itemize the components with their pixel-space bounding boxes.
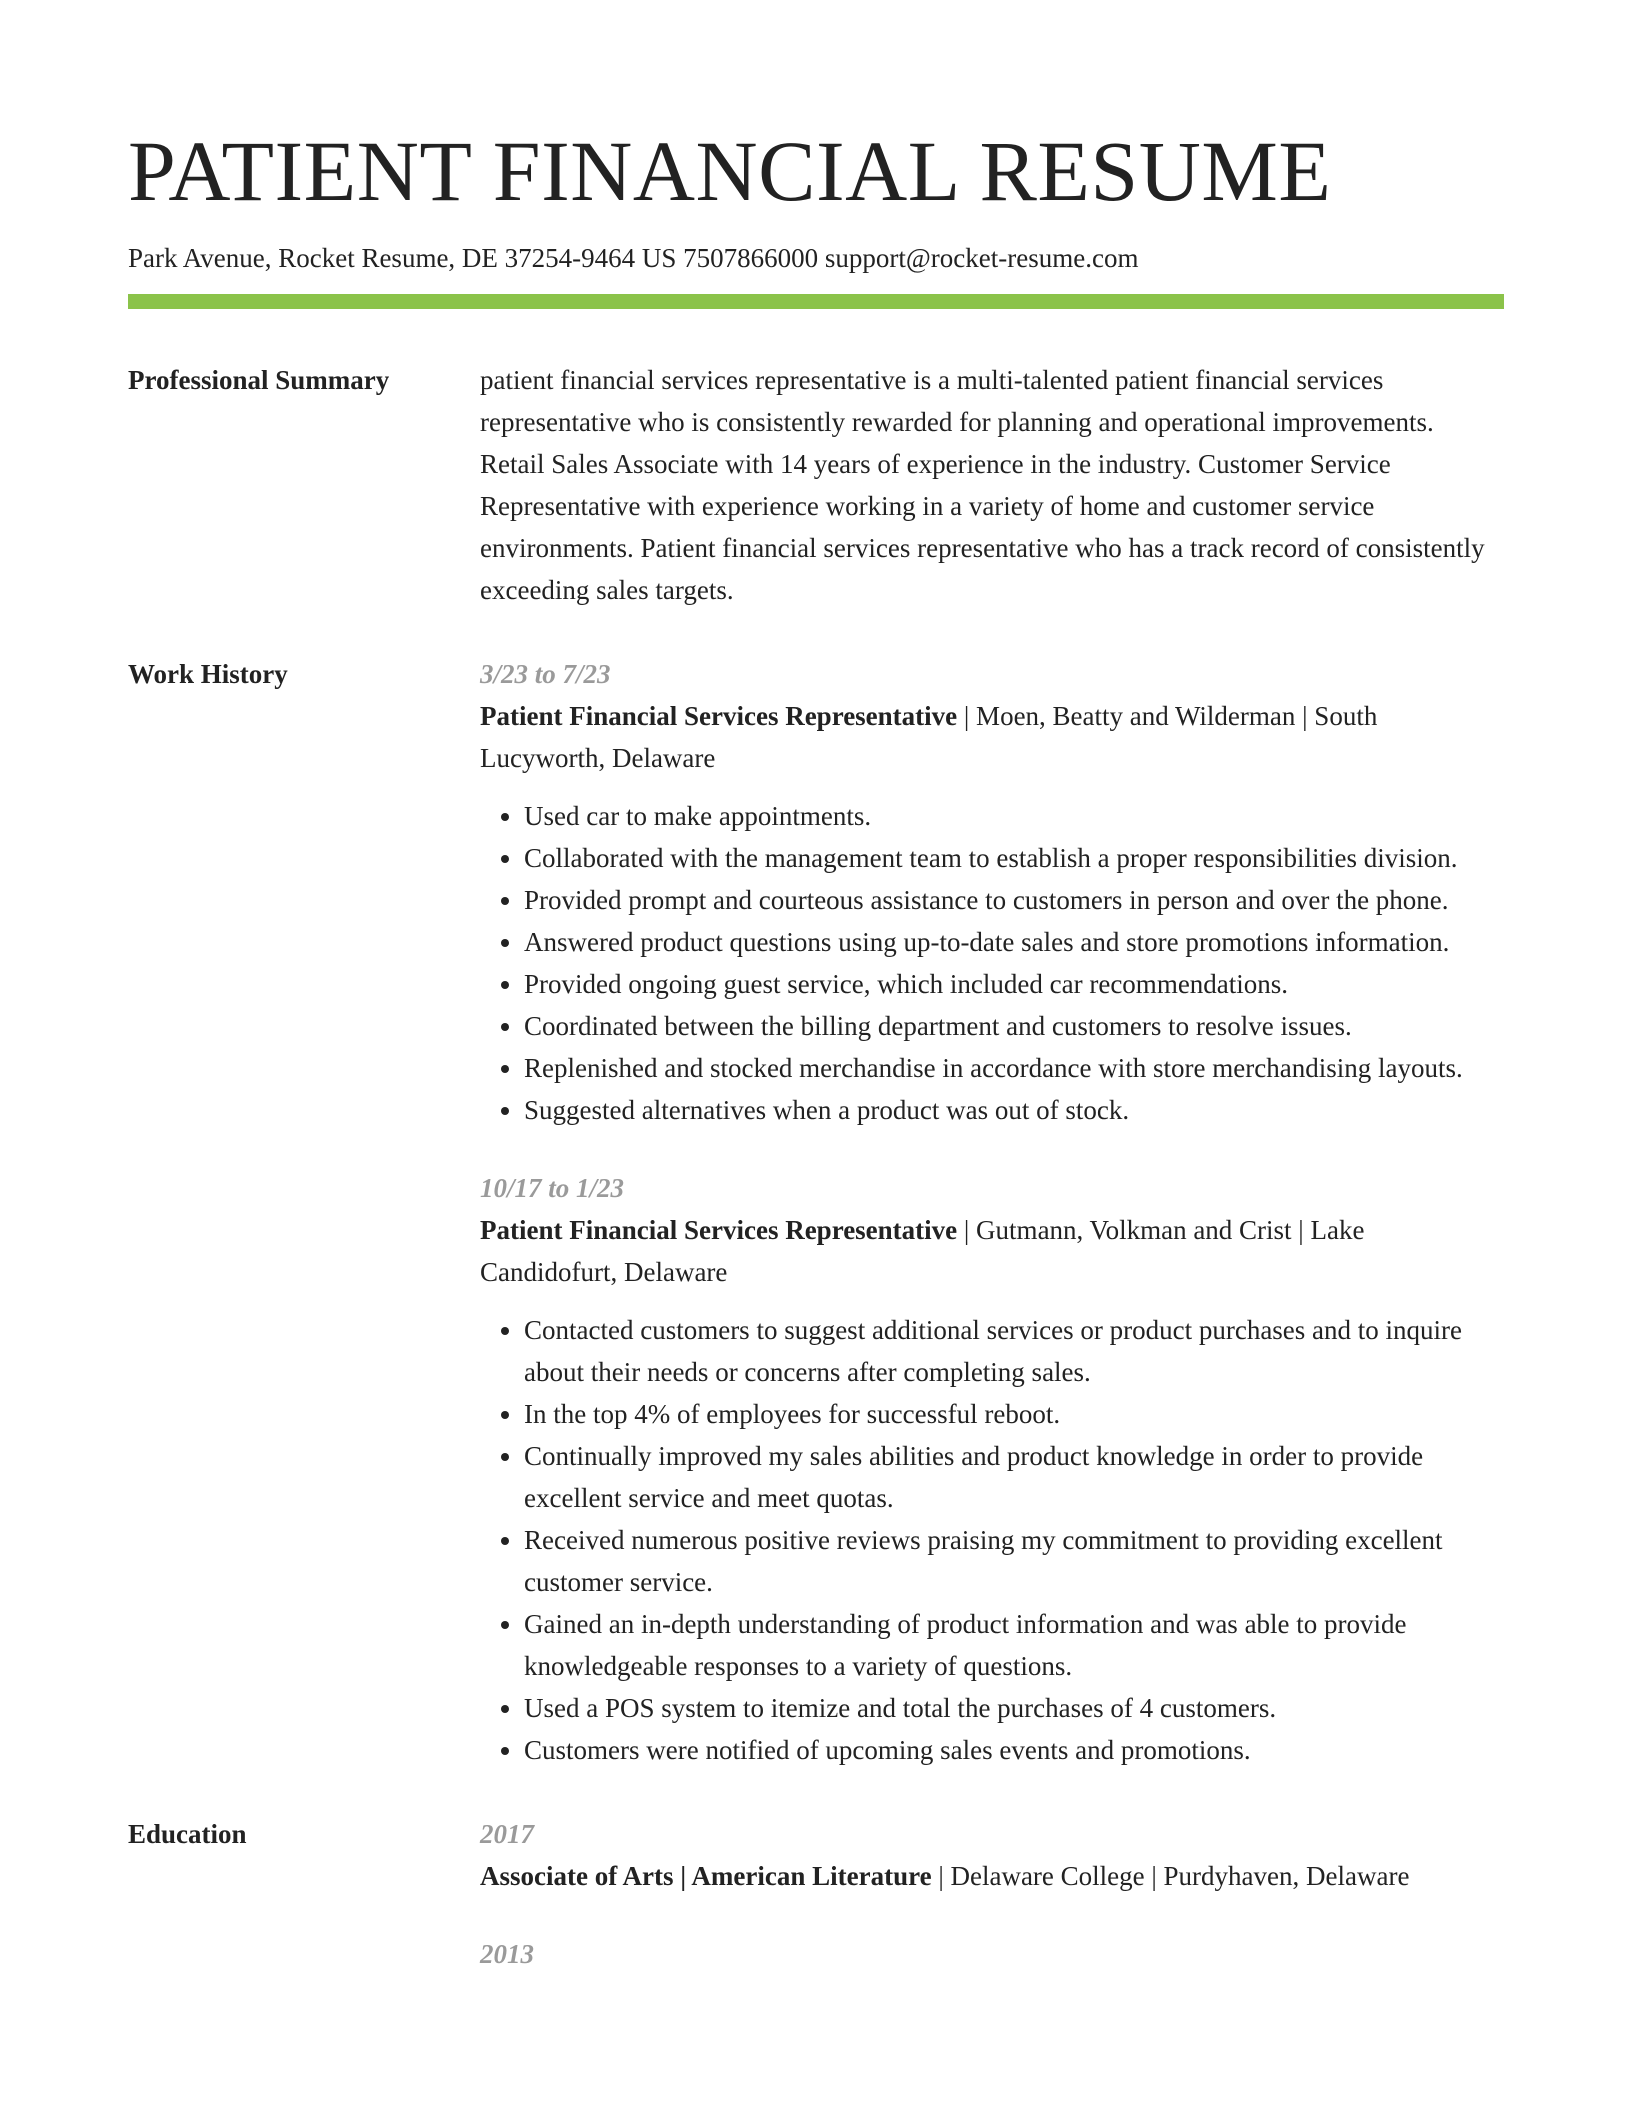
summary-body [480, 359, 1504, 611]
list-item: • Used a POS system to itemize and total the purchases of 4 customers. [524, 1687, 1504, 1729]
work-history-section [128, 653, 1504, 1771]
list-item: • Suggested alternatives when a product was out of stock. [524, 1089, 1504, 1131]
list-item: • Received numerous positive reviews praising my commitment to providing excellent customer service. [524, 1519, 1504, 1603]
education-entry [480, 1933, 1504, 1975]
job-entry [480, 1167, 1504, 1771]
job-details: | Gutmann, Volkman and Crist | Lake Candidofurt, Delaware [480, 1215, 1365, 1288]
list-item: • Coordinated between the billing department and customers to resolve issues. [524, 1005, 1504, 1047]
contact-line: Park Avenue, Rocket Resume, DE 37254-9464 US 7507866000 support@rocket-resume.com [128, 243, 1139, 273]
job-heading [480, 1209, 1504, 1293]
education-entry [480, 1813, 1504, 1897]
list-item: • Replenished and stocked merchandise in accordance with store merchandising layouts. [524, 1047, 1504, 1089]
education-year: 2017 [480, 1819, 534, 1850]
education-section [128, 1813, 1504, 2011]
education-details: | Delaware College | Purdyhaven, Delaware [931, 1861, 1410, 1892]
list-item: • Provided ongoing guest service, which included car recommendations. [524, 963, 1504, 1005]
job-bullets [480, 795, 1504, 1131]
list-item: • Gained an in-depth understanding of product information and was able to provide knowledgeable responses to a variety of questions. [524, 1603, 1504, 1687]
accent-divider [128, 294, 1504, 309]
list-item: • Contacted customers to suggest additional services or product purchases and to inquire about their needs or concerns after completing sales. [524, 1309, 1504, 1393]
education-heading [480, 1855, 1504, 1897]
list-item: • Customers were notified of upcoming sales events and promotions. [524, 1729, 1504, 1771]
resume-name: PATIENT FINANCIAL RESUME [128, 123, 1332, 219]
education-body [480, 1813, 1504, 2011]
job-role: Patient Financial Services Representative [480, 1215, 958, 1246]
education-degree: Associate of Arts | American Literature [480, 1861, 932, 1892]
section-title-education: Education [128, 1819, 247, 1850]
list-item: • In the top 4% of employees for successful reboot. [524, 1393, 1504, 1435]
job-bullets [480, 1309, 1504, 1771]
list-item: • Used car to make appointments. [524, 795, 1504, 837]
list-item: • Collaborated with the management team to establish a proper responsibilities division. [524, 837, 1504, 879]
job-details: | Moen, Beatty and Wilderman | South Lucyworth, Delaware [480, 701, 1378, 774]
job-dates: 3/23 to 7/23 [480, 659, 611, 690]
job-heading [480, 695, 1504, 779]
job-dates: 10/17 to 1/23 [480, 1173, 625, 1204]
list-item: • Answered product questions using up-to-date sales and store promotions information. [524, 921, 1504, 963]
section-title-summary: Professional Summary [128, 365, 390, 396]
list-item: • Provided prompt and courteous assistance to customers in person and over the phone. [524, 879, 1504, 921]
job-role: Patient Financial Services Representative [480, 701, 958, 732]
summary-text: patient financial services representative is a multi-talented patient financial services representative who is consistently rewarded for planning and operational improvements. Retail Sales Associate with 14 years of experience in the industry. Customer Service Representative with experience working in a variety of home and customer service environments. Patient financial services representative who has a track record of consistently exceeding sales targets. [480, 365, 1485, 606]
job-entry [480, 653, 1504, 1131]
list-item: • Continually improved my sales abilities and product knowledge in order to provide excellent service and meet quotas. [524, 1435, 1504, 1519]
section-title-work-history: Work History [128, 659, 288, 690]
resume-page [128, 0, 1504, 2011]
work-history-body [480, 653, 1504, 1771]
summary-section [128, 359, 1504, 611]
education-year: 2013 [480, 1939, 534, 1970]
